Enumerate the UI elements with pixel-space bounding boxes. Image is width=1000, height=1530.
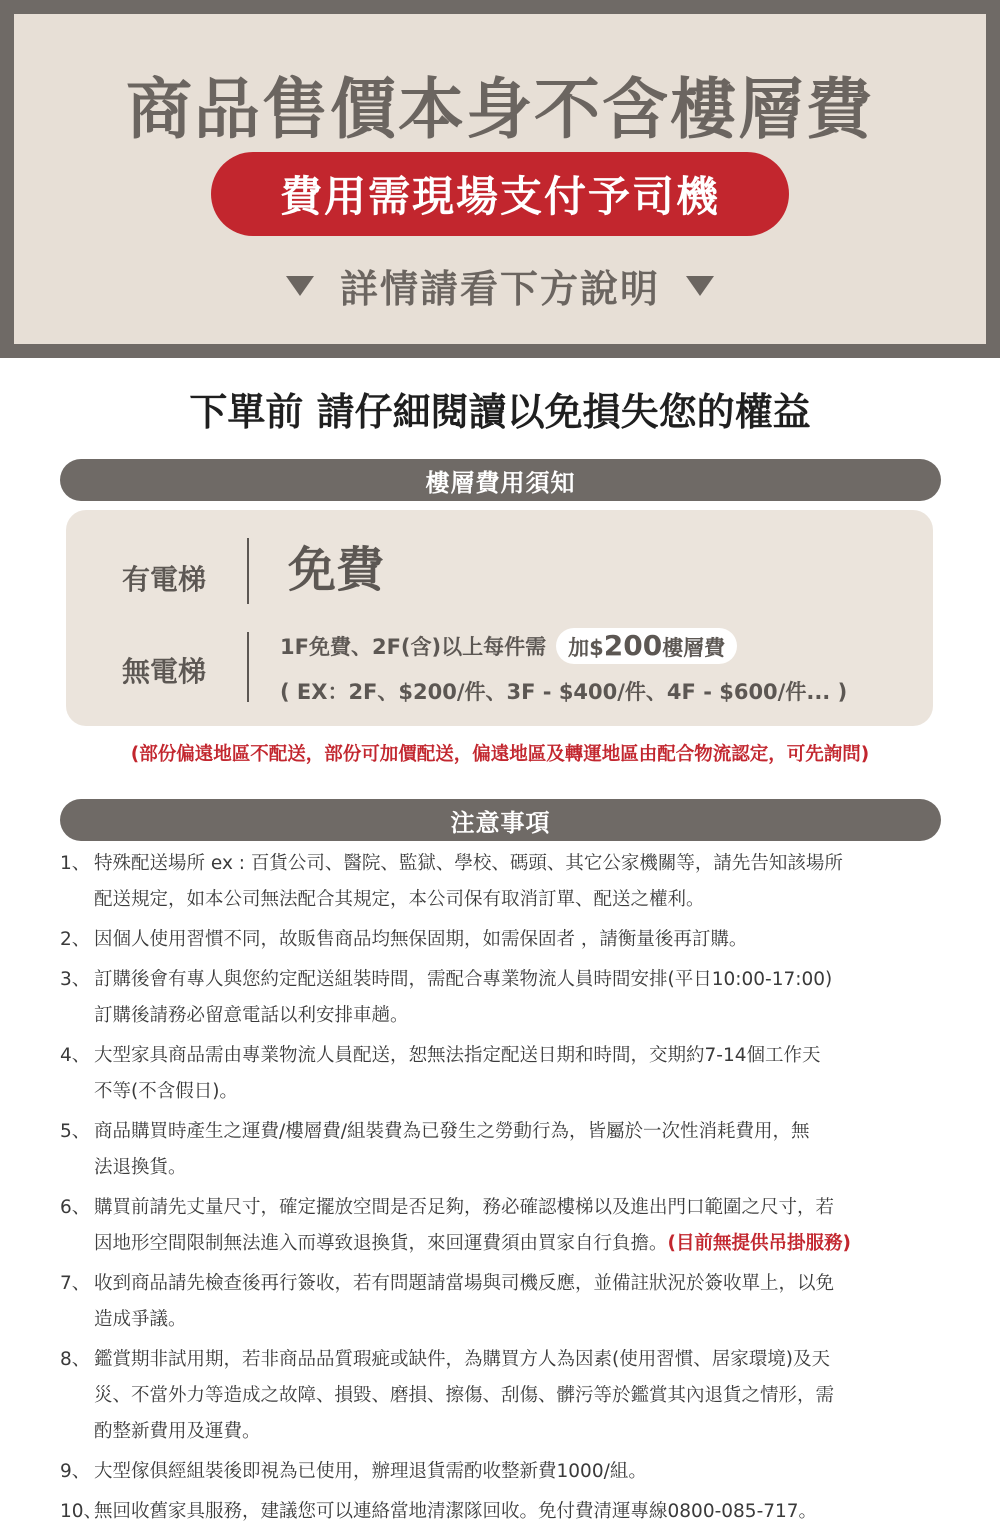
banner-subtitle [14, 258, 986, 313]
note-line: 訂購後請務必留意電話以利安排車趟。 [94, 1005, 409, 1026]
note-item [60, 1190, 950, 1262]
triangle-down-icon [686, 276, 714, 296]
elevator-value: 免費 [288, 542, 385, 598]
note-item [60, 846, 950, 918]
note-body [94, 1114, 950, 1186]
banner-title: 商品售價本身不含樓層費 [126, 71, 874, 148]
banner-pill-text: 費用需現場支付予司機 [279, 172, 720, 221]
note-red-text: (目前無提供吊掛服務) [667, 1233, 851, 1254]
fee-box [66, 510, 933, 726]
floor-fee-suffix: 樓層費 [662, 636, 726, 660]
note-line: 災、不當外力等造成之故障、損毀、磨損、擦傷、刮傷、髒污等於鑑賞其內退貨之情形，需 [94, 1385, 835, 1406]
floor-fee-amount: 200 [603, 629, 663, 662]
top-banner [0, 0, 1000, 358]
note-line: 特殊配送場所 ex : 百貨公司、醫院、監獄、學校、碼頭、其它公家機關等，請先告知該場所 [94, 853, 843, 874]
divider [247, 632, 249, 702]
note-line [94, 1226, 950, 1262]
note-item [60, 962, 950, 1034]
no-elevator-line1 [280, 628, 737, 664]
note-line: 因個人使用習慣不同，故販售商品均無保固期，如需保固者 ，請衡量後再訂購。 [94, 929, 748, 950]
note-line: 大型家具商品需由專業物流人員配送，恕無法指定配送日期和時間，交期約7-14個工作天 [94, 1045, 821, 1066]
note-line: 酌整新費用及運費。 [94, 1421, 261, 1442]
fee-section-title: 樓層費用須知 [425, 468, 576, 497]
banner-panel [14, 14, 986, 344]
note-body [94, 962, 950, 1034]
notes-section-bar [60, 799, 941, 841]
banner-subtitle-text: 詳情請看下方說明 [339, 267, 660, 311]
note-item [60, 1038, 950, 1110]
note-item [60, 1114, 950, 1186]
note-number: 9、 [60, 1461, 91, 1482]
note-line: 配送規定，如本公司無法配合其規定，本公司保有取消訂單、配送之權利。 [94, 889, 705, 910]
no-elevator-text: 1F免費、2F(含)以上每件需 [280, 635, 547, 659]
note-line: 訂購後會有專人與您約定配送組裝時間，需配合專業物流人員時間安排(平日10:00-17:00) [94, 969, 833, 990]
note-line: 購買前請先丈量尺寸，確定擺放空間是否足夠，務必確認樓梯以及進出門口範圍之尺寸，若 [94, 1197, 835, 1218]
floor-fee-prefix: 加$ [568, 636, 604, 660]
note-number: 8、 [60, 1349, 91, 1370]
note-item [60, 1494, 950, 1530]
note-body [94, 846, 950, 918]
note-body [94, 1266, 950, 1338]
note-number: 4、 [60, 1045, 91, 1066]
note-item [60, 1454, 950, 1490]
note-line: 收到商品請先檢查後再行簽收，若有問題請當場與司機反應，並備註狀況於簽收單上，以免 [94, 1273, 835, 1294]
note-line: 無回收舊家具服務，建議您可以連絡當地清潔隊回收。免付費清運專線0800-085-717。 [94, 1501, 818, 1522]
note-number: 1、 [60, 853, 91, 874]
note-item [60, 922, 950, 958]
note-line: 商品購買時產生之運費/樓層費/組裝費為已發生之勞動行為，皆屬於一次性消耗費用，無 [94, 1121, 810, 1142]
note-line: 造成爭議。 [94, 1309, 187, 1330]
triangle-down-icon [286, 276, 314, 296]
note-body [94, 1454, 950, 1490]
note-item [60, 1342, 950, 1450]
note-line: 法退換貨。 [94, 1157, 187, 1178]
page-heading: 下單前 請仔細閱讀以免損失您的權益 [189, 390, 811, 434]
note-item [60, 1266, 950, 1338]
no-elevator-label: 無電梯 [122, 655, 207, 688]
note-body [94, 1038, 950, 1110]
floor-fee-badge [556, 628, 737, 664]
note-line: 不等(不含假日)。 [94, 1081, 238, 1102]
notes-section-title: 注意事項 [450, 808, 551, 837]
note-number: 10、 [60, 1501, 103, 1522]
banner-pill [211, 152, 789, 236]
fee-section-bar [60, 459, 941, 501]
note-line: 大型傢俱經組裝後即視為已使用，辦理退貨需酌收整新費1000/組。 [94, 1461, 647, 1482]
note-number: 5、 [60, 1121, 91, 1142]
note-number: 2、 [60, 929, 91, 950]
note-number: 7、 [60, 1273, 91, 1294]
note-body [94, 1494, 950, 1530]
note-number: 3、 [60, 969, 91, 990]
divider [247, 538, 249, 604]
note-body [94, 1190, 950, 1262]
note-line-text: 因地形空間限制無法進入而導致退換貨，來回運費須由買家自行負擔。 [94, 1233, 668, 1254]
note-body [94, 922, 950, 958]
notes-list [60, 846, 950, 1530]
note-body [94, 1342, 950, 1450]
elevator-label: 有電梯 [122, 563, 207, 596]
note-number: 6、 [60, 1197, 91, 1218]
no-elevator-example: ( EX：2F、$200/件、3F - $400/件、4F - $600/件... ) [280, 680, 848, 704]
remote-area-note: (部份偏遠地區不配送，部份可加價配送，偏遠地區及轉運地區由配合物流認定，可先詢問) [130, 744, 870, 765]
note-line: 鑑賞期非試用期，若非商品品質瑕疵或缺件，為購買方人為因素(使用習慣、居家環境)及天 [94, 1349, 830, 1370]
